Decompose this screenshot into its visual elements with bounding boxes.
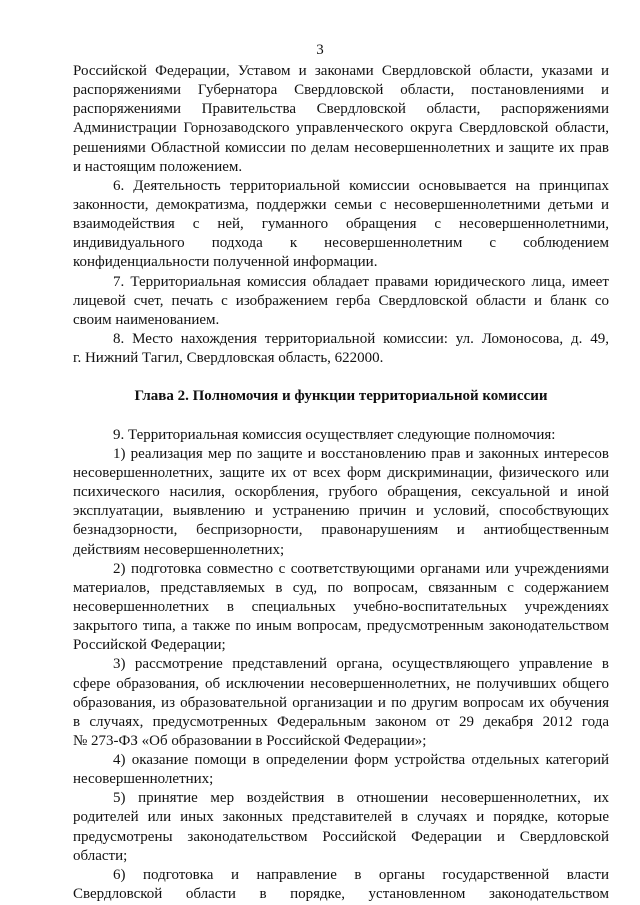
text-line: в случаях, предусмотренных Федеральным законом от 29 декабря 2012 года bbox=[73, 713, 609, 730]
text-line: 2) подготовка совместно с соответствующими органами или учреждениями bbox=[113, 560, 609, 577]
text-line: Свердловской области в порядке, установленном законодательством bbox=[73, 886, 609, 903]
text-line: 7. Территориальная комиссия обладает правами юридического лица, имеет bbox=[113, 273, 609, 290]
blank-line bbox=[73, 407, 609, 426]
text-line: несовершеннолетних в специальных учебно-воспитательных учреждениях bbox=[73, 598, 609, 615]
text-line: 4) оказание помощи в определении форм устройства отдельных категорий bbox=[113, 752, 609, 769]
text-line: несовершеннолетних, защите их от всех форм дискриминации, физического или bbox=[73, 464, 609, 481]
text-line: распоряжениями Правительства Свердловской области, распоряжениями bbox=[73, 101, 609, 118]
text-line: 3) рассмотрение представлений органа, осуществляющего управление в bbox=[113, 656, 609, 673]
text-line: 8. Место нахождения территориальной комиссии: ул. Ломоносова, д. 49, bbox=[113, 330, 609, 347]
text-line: Российской Федерации, Уставом и законами Свердловской области, указами и bbox=[73, 63, 609, 79]
text-line: действиям несовершеннолетних; bbox=[73, 541, 285, 558]
text-line: 6. Деятельность территориальной комиссии основывается на принципах bbox=[113, 177, 609, 194]
blank-line bbox=[73, 368, 609, 387]
text-line: области; bbox=[73, 847, 128, 864]
text-line: закрытого типа, а также по иным вопросам, предусмотренным законодательством bbox=[73, 618, 609, 635]
page-number: 3 bbox=[316, 42, 324, 58]
text-line: несовершеннолетних; bbox=[73, 771, 214, 788]
text-line: 5) принятие мер воздействия в отношении несовершеннолетних, их bbox=[113, 790, 609, 807]
text-line: 9. Территориальная комиссия осуществляет следующие полномочия: bbox=[113, 426, 556, 443]
text-line: образования, из образовательной организации и по другим вопросам их обучения bbox=[73, 694, 609, 711]
text-line: 1) реализация мер по защите и восстановлению прав и законных интересов bbox=[113, 445, 609, 462]
text-line: № 273-ФЗ «Об образовании в Российской Федерации»; bbox=[73, 732, 427, 749]
text-line: Российской Федерации; bbox=[73, 637, 226, 654]
document-body bbox=[73, 62, 609, 904]
text-line: распоряжениями Губернатора Свердловской области, постановлениями и bbox=[73, 82, 609, 99]
text-line: материалов, представляемых в суд, по вопросам, связанным с содержанием bbox=[73, 579, 609, 596]
text-line: г. Нижний Тагил, Свердловская область, 622000. bbox=[73, 350, 384, 367]
chapter-heading: Глава 2. Полномочия и функции территориальной комиссии bbox=[134, 388, 548, 405]
text-line: лицевой счет, печать с изображением герба Свердловской области и бланк со bbox=[73, 292, 609, 309]
text-line: и настоящим положением. bbox=[73, 158, 243, 175]
text-line: законности, демократизма, поддержки семьи с несовершеннолетними детьми и bbox=[73, 196, 609, 213]
text-line: решениями Областной комиссии по делам несовершеннолетних и защите их прав bbox=[73, 139, 609, 156]
text-line: конфиденциальности полученной информации. bbox=[73, 254, 378, 271]
text-line: родителей или иных законных представителей в случаях и порядке, которые bbox=[73, 809, 609, 826]
text-line: психического насилия, оскорбления, грубого обращения, сексуальной и иной bbox=[73, 484, 609, 501]
text-line: безнадзорности, беспризорности, правонарушениям и антиобщественным bbox=[73, 522, 609, 539]
text-line: взаимодействия с ней, гуманного обращения с несовершеннолетними, bbox=[73, 216, 609, 233]
text-line: предусмотрены законодательством Российской Федерации и Свердловской bbox=[73, 828, 609, 845]
text-line: Администрации Горнозаводского управленческого округа Свердловской области, bbox=[73, 120, 609, 137]
text-line: сфере образования, об исключении несовершеннолетних, не получивших общего bbox=[73, 675, 609, 692]
text-line: 6) подготовка и направление в органы государственной власти bbox=[113, 866, 609, 883]
text-line: своим наименованием. bbox=[73, 311, 220, 328]
text-line: эксплуатации, выявлению и устранению причин и условий, способствующих bbox=[73, 503, 609, 520]
text-line: индивидуального подхода к несовершеннолетним с соблюдением bbox=[73, 235, 609, 252]
